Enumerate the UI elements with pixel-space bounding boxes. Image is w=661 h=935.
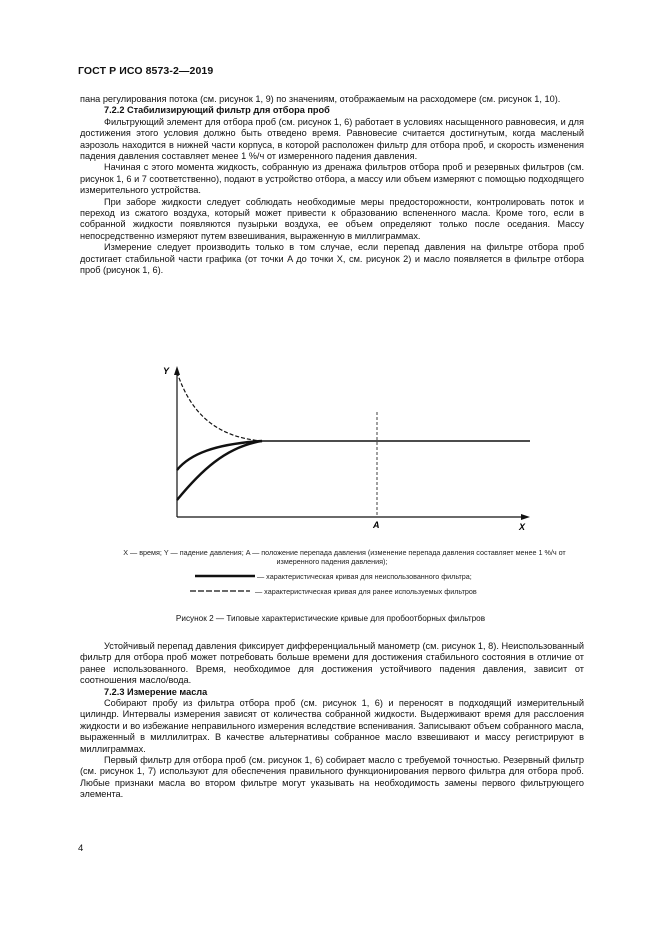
paragraph: Фильтрующий элемент для отбора проб (см. рисунок 1, 6) работает в условиях насыщенного равновесия, и для достижения этого условия должно быть отведено время. Равновесие считается достигнутым, когда масленый аэрозоль находится в нижней части корпуса, в которой расположен фильтр для отбора проб, и скорость изменения падения давления составляет менее 1 %/ч от измеренного падения давления. [80,116,584,162]
text-block-bottom [80,641,584,801]
x-axis-arrow [521,514,530,520]
legend-solid-label: — характеристическая кривая для неиспользованного фильтра; [257,572,472,581]
paragraph: Первый фильтр для отбора проб (см. рисунок 1, 6) собирает масло с требуемой точностью. Резервный фильтр (см. рисунок 1, 7) используют для обеспечения правильного функционирования первого фильтра для отбора проб. Любые признаки масла во втором фильтре могут указывать на необходимость замены первого фильтрующего элемента. [80,755,584,800]
figure-2-chart [0,362,661,538]
paragraph: Измерение следует производить только в том случае, если перепад давления на фильтре отбора проб достигает стабильной части графика (от точки A до точки X, см. рисунок 2) и масло появляется в фильтре отбора проб (рисунок 1, 6). [80,242,584,276]
curve-unused-filter-low [177,441,262,500]
text-block-top [80,94,584,277]
legend-dashed-label: — характеристическая кривая для ранее используемых фильтров [255,587,477,596]
paragraph: Устойчивый перепад давления фиксирует дифференциальный манометр (см. рисунок 1, 8). Неиспользованный фильтр для отбора проб может потребовать больше времени для достижения стабильного состояния в отличие от ранее использованного. Время, необходимое для достижения устойчивого падения давления, зависит от соотношения масло/вода. [80,641,584,686]
paragraph: Собирают пробу из фильтра отбора проб (см. рисунок 1, 6) и переносят в подходящий измерительный цилиндр. Интервалы измерения зависят от количества собранной жидкости. Выдерживают время для расслоения жидкости и во избежание неправильного измерения вследствие вспенивания. Записывают объем собранного масла, выраженный в миллилитрах. В качестве альтернативы собранное масло взвешивают и массу регистрируют в миллиграммах. [80,698,584,754]
figure-caption: Рисунок 2 — Типовые характеристические кривые для пробоотборных фильтров [175,614,486,623]
y-axis-label: Y [163,366,170,376]
paragraph: Начиная с этого момента жидкость, собранную из дренажа фильтров отбора проб и резервных фильтров (см. рисунок 1, 6 и 7 соответственно), подают в устройство отбора, а массу или объем измеряют с помощью подходящего измерительного устройства. [80,162,584,196]
paragraph: пана регулирования потока (см. рисунок 1, 9) по значениям, отображаемым на расходомере (см. рисунок 1, 10). [80,94,561,104]
figure-legend-description: X — время; Y — падение давления; A — положение перепада давления (изменение перепада давления составляет менее 1 %/ч от измеренного падения давления); [123,548,566,566]
x-axis-label: X [519,522,526,532]
curve-used-filter-dashed [177,372,262,441]
document-header: ГОСТ Р ИСО 8573-2—2019 [78,65,214,77]
section-title-7-2-2: 7.2.2 Стабилизирующий фильтр для отбора проб [104,105,330,116]
page-number: 4 [78,843,84,854]
paragraph: При заборе жидкости следует соблюдать необходимые меры предосторожности, контролировать поток и переход из сжатого воздуха, который может привести к образованию вспененного масла. Кроме того, если в собранной жидкости появляются пузырьки воздуха, ее объем определяют только после оседания. Массу непосредственно измеряют путем взвешивания, выраженную в миллиграммах. [80,196,584,241]
section-title-7-2-3: 7.2.3 Измерение масла [104,686,208,697]
legend-dashed-sample [190,588,250,594]
curve-unused-filter-high [177,441,262,470]
legend-solid-sample [195,573,255,579]
chart-svg [0,362,661,538]
a-marker-label: A [373,520,380,530]
